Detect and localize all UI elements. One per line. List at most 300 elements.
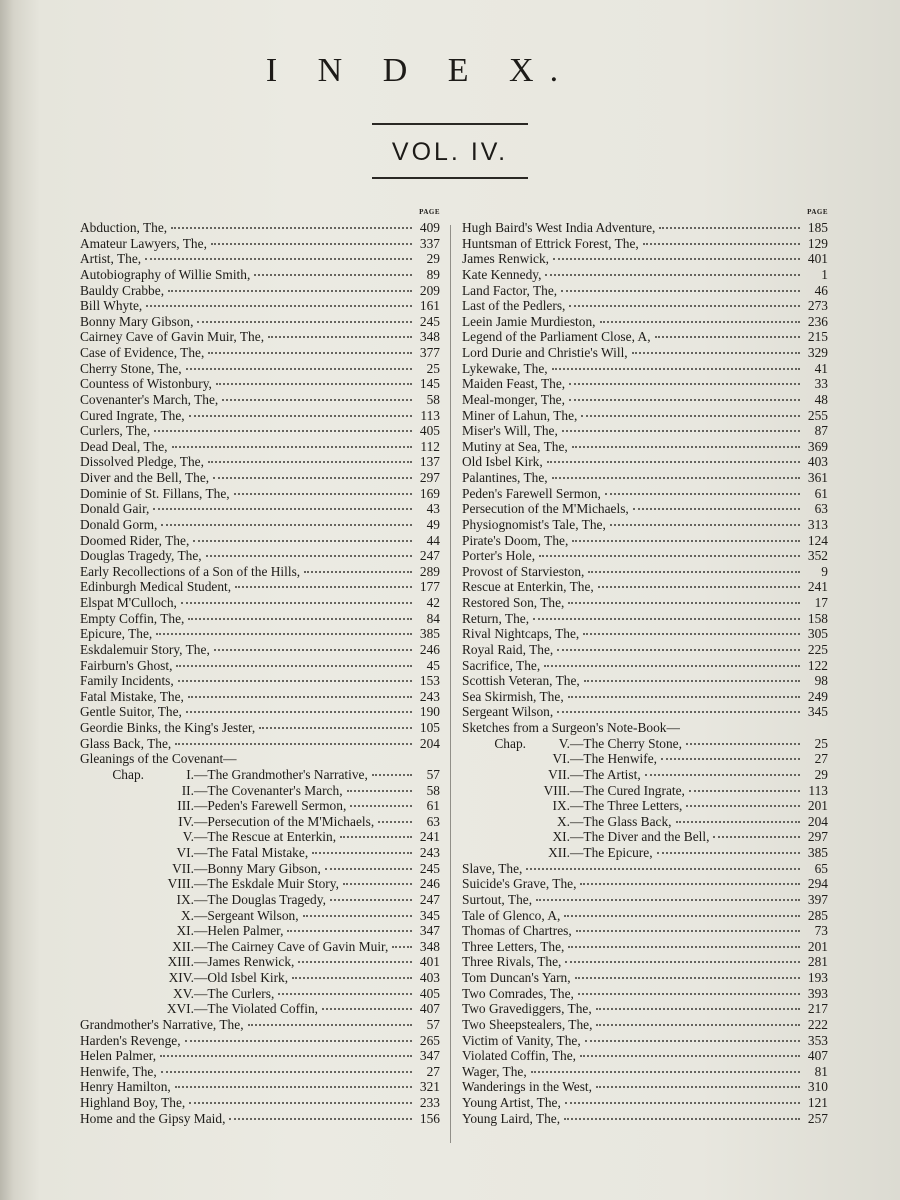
entry-title: Two Gravediggers, The, [462,1001,592,1017]
dot-leader [536,899,800,901]
dot-leader [583,633,800,635]
entry-title: Lykewake, The, [462,360,548,376]
chapter-numeral: IX. [552,798,570,814]
dot-leader [350,805,412,807]
entry-title: Covenanter's March, The, [80,391,219,407]
entry-page: 257 [807,1110,828,1126]
entry-page: 281 [807,954,828,970]
entry-page: 44 [426,532,440,548]
entry-page: 245 [419,313,440,329]
entry-page: 401 [807,251,828,267]
chapter-numeral: X. [556,813,570,829]
index-entry [462,1048,828,1064]
chapter-numeral: XI. [552,829,570,845]
entry-page: 1 [821,266,828,282]
entry-page: 393 [807,985,828,1001]
entry-title: Cairney Cave of Gavin Muir, The, [80,329,265,345]
index-entry [462,1017,828,1033]
entry-page: 33 [814,376,828,392]
index-entry [462,486,828,502]
entry-title: Huntsman of Ettrick Forest, The, [462,235,639,251]
entry-title: Violated Coffin, The, [462,1048,576,1064]
index-entry [462,501,828,517]
dot-leader [632,352,800,354]
entry-title: Eskdalemuir Story, The, [80,641,210,657]
chapter-numeral: XIV. [168,970,194,985]
entry-title: Fatal Mistake, The, [80,688,184,704]
dot-leader [340,836,412,838]
dot-leader [633,508,800,510]
index-entry [80,517,440,533]
entry-title: Helen Palmer, [80,1048,157,1064]
index-entry [80,611,440,627]
entry-title: Donald Gorm, [80,516,158,532]
entry-title: —Old Isbel Kirk, [194,970,289,985]
dot-leader [211,243,412,245]
dot-leader [175,743,412,745]
index-entry [462,314,828,330]
index-entry [462,1001,828,1017]
index-chapter-entry [80,783,440,799]
entry-title: Leein Jamie Murdieston, [462,313,596,329]
index-entry [462,595,828,611]
entry-title: Two Comrades, The, [462,985,574,1001]
index-chapter-entry [80,798,440,814]
entry-page: 321 [419,1079,440,1095]
dot-leader [598,586,800,588]
entry-title: Victim of Vanity, The, [462,1032,581,1048]
entry-title: Gentle Suitor, The, [80,704,182,720]
index-entry [80,439,440,455]
entry-page: 113 [420,407,440,423]
index-entry [80,689,440,705]
entry-page: 42 [426,595,440,610]
entry-page: 407 [419,1001,440,1017]
chapter-numeral: XV. [173,985,194,1001]
entry-title: Mutiny at Sea, The, [462,438,568,454]
entry-title: Fairburn's Ghost, [80,657,173,673]
section-heading-text: Gleanings of the Covenant— [80,751,237,767]
entry-page: 401 [419,954,440,970]
entry-page: 29 [814,766,828,782]
chapter-numeral: XII. [172,938,194,954]
index-entry [80,673,440,689]
entry-page: 204 [419,735,440,751]
entry-title: Henwife, The, [80,1063,157,1079]
index-entry [80,267,440,283]
entry-title: Lord Durie and Christie's Will, [462,345,628,360]
index-entry [80,423,440,439]
entry-page: 63 [426,813,440,829]
title-rule-top [372,123,528,125]
dot-leader [193,540,412,542]
index-entry [80,470,440,486]
index-chapter-entry [80,908,440,924]
index-entry [80,564,440,580]
entry-title: Two Sheepstealers, The, [462,1016,593,1032]
chapter-numeral: V. [558,735,570,751]
dot-leader [576,930,800,932]
entry-page: 58 [426,391,440,407]
index-entry [462,220,828,236]
entry-page: 241 [419,829,440,845]
entry-title: Legend of the Parliament Close, A, [462,329,651,345]
index-entry [80,220,440,236]
entry-title: Porter's Hole, [462,548,536,564]
index-entry [80,642,440,658]
dot-leader [178,680,412,682]
index-entry [462,439,828,455]
index-entry [80,1048,440,1064]
index-title: I N D E X. [265,52,575,89]
dot-leader [146,305,412,307]
entry-title: Young Laird, The, [462,1110,561,1126]
dot-leader [689,790,800,792]
entry-title: —The Artist, [570,766,641,782]
dot-leader [580,883,800,885]
entry-title: Early Recollections of a Son of the Hills, [80,563,301,579]
dot-leader [585,1040,800,1042]
entry-title: Highland Boy, The, [80,1095,186,1110]
dot-leader [206,555,412,557]
entry-title: Family Incidents, [80,673,174,689]
index-entry [80,329,440,345]
dot-leader [168,290,412,292]
entry-page: 345 [807,704,828,720]
index-entry [80,626,440,642]
dot-leader [229,1118,412,1120]
dot-leader [189,415,412,417]
entry-title: Sergeant Wilson, [462,704,554,720]
index-entry [462,345,828,361]
index-entry [80,361,440,377]
dot-leader [176,665,412,667]
entry-title: Miner of Lahun, The, [462,407,578,423]
dot-leader [222,399,412,401]
dot-leader [303,915,412,917]
entry-title: Douglas Tragedy, The, [80,548,202,564]
chapter-numeral: VII. [172,860,194,876]
index-chapter-entry [462,783,828,799]
entry-page: 294 [807,876,828,892]
entry-title: Doomed Rider, The, [80,532,190,548]
entry-page: 158 [807,610,828,626]
entry-title: Bauldy Crabbe, [80,282,165,298]
entry-page: 247 [419,891,440,907]
entry-title: Countess of Wistonbury, [80,376,212,392]
entry-page: 236 [807,313,828,329]
dot-leader [248,1024,412,1026]
entry-page: 49 [426,516,440,532]
chapter-numeral: XIII. [167,954,194,970]
entry-title: James Renwick, [462,251,550,267]
index-chapter-entry [462,736,828,752]
entry-page: 161 [419,298,440,314]
entry-title: —Peden's Farewell Sermon, [194,798,347,814]
index-entry [462,970,828,986]
entry-title: —The Three Letters, [570,798,683,814]
index-entry [80,1095,440,1111]
page-column-label: PAGE [419,208,440,216]
entry-page: 246 [419,876,440,892]
index-entry [462,283,828,299]
index-entry [462,298,828,314]
dot-leader [287,930,412,932]
dot-leader [657,852,800,854]
entry-page: 243 [419,845,440,860]
entry-page: 407 [807,1048,828,1064]
dot-leader [185,1040,412,1042]
entry-page: 246 [419,641,440,657]
dot-leader [189,1102,412,1104]
entry-page: 58 [426,782,440,798]
index-chapter-entry [462,798,828,814]
dot-leader [547,461,800,463]
entry-title: Surtout, The, [462,891,533,907]
index-entry [80,236,440,252]
entry-title: Glass Back, The, [80,735,172,751]
dot-leader [312,852,412,854]
dot-leader [588,571,800,573]
dot-leader [278,993,412,995]
entry-title: Land Factor, The, [462,282,558,298]
dot-leader [145,258,412,260]
dot-leader [392,946,412,948]
index-entry [462,251,828,267]
dot-leader [161,524,412,526]
index-entry [462,236,828,252]
index-entry [462,986,828,1002]
dot-leader [526,868,800,870]
entry-title: —The Douglas Tragedy, [194,891,326,907]
index-entry [462,923,828,939]
entry-title: Tale of Glenco, A, [462,907,561,923]
entry-page: 265 [419,1032,440,1048]
entry-title: —The Cairney Cave of Gavin Muir, [194,938,389,954]
entry-page: 27 [426,1063,440,1079]
chapter-numeral: X. [180,907,194,923]
index-entry [462,267,828,283]
entry-page: 369 [807,438,828,454]
dot-leader [600,321,800,323]
dot-leader [605,493,800,495]
dot-leader [372,774,412,776]
dot-leader [268,336,412,338]
entry-page: 209 [419,282,440,298]
entry-page: 113 [808,782,828,798]
entry-title: —The Cherry Stone, [570,735,682,751]
entry-page: 73 [814,923,828,939]
chapter-numeral: VI. [552,751,570,767]
dot-leader [596,1086,800,1088]
index-chapter-entry [80,970,440,986]
dot-leader [322,1008,412,1010]
entry-page: 222 [807,1016,828,1032]
dot-leader [171,227,412,229]
index-entry [462,470,828,486]
dot-leader [343,883,412,885]
entry-title: Henry Hamilton, [80,1079,171,1095]
entry-title: Restored Son, The, [462,595,565,610]
dot-leader [553,258,800,260]
dot-leader [557,711,800,713]
index-entry [462,908,828,924]
entry-page: 305 [807,626,828,642]
index-entry [80,1017,440,1033]
index-column-right [462,204,828,1126]
index-chapter-entry [462,829,828,845]
chapter-numeral: XVI. [166,1001,194,1017]
index-chapter-entry [462,814,828,830]
dot-leader [569,399,800,401]
index-section-heading [462,720,828,736]
index-entry [462,376,828,392]
entry-page: 41 [814,360,828,376]
dot-leader [175,1086,412,1088]
entry-page: 87 [814,423,828,439]
entry-page: 61 [814,485,828,501]
entry-title: Sea Skirmish, The, [462,688,564,704]
entry-title: Return, The, [462,610,530,626]
index-entry [462,1095,828,1111]
entry-page: 385 [419,626,440,642]
chapter-numeral: VIII. [167,876,194,892]
dot-leader [531,1071,800,1073]
entry-title: —The Fatal Mistake, [194,845,309,860]
entry-page: 273 [807,298,828,314]
index-entry [462,361,828,377]
index-entry [462,939,828,955]
dot-leader [208,461,412,463]
entry-title: —The Henwife, [570,751,658,767]
entry-title: Cured Ingrate, The, [80,407,185,423]
index-chapter-entry [462,751,828,767]
entry-title: Bill Whyte, [80,298,143,314]
entry-page: 403 [419,970,440,985]
dot-leader [655,336,800,338]
dot-leader [214,649,412,651]
entry-title: Tom Duncan's Yarn, [462,970,571,985]
dot-leader [188,696,412,698]
entry-title: Royal Raid, The, [462,641,554,657]
dot-leader [568,696,800,698]
index-entry [462,861,828,877]
entry-page: 337 [419,235,440,251]
entry-title: Last of the Pedlers, [462,298,566,314]
entry-page: 45 [426,657,440,673]
entry-page: 46 [814,282,828,298]
index-entry [462,876,828,892]
dot-leader [659,227,800,229]
entry-title: Peden's Farewell Sermon, [462,485,601,501]
entry-page: 352 [807,548,828,564]
index-entry [80,251,440,267]
index-chapter-entry [462,767,828,783]
dot-leader [568,946,800,948]
entry-page: 377 [419,345,440,360]
index-chapter-entry [80,814,440,830]
dot-leader [292,977,412,979]
entry-title: Cherry Stone, The, [80,360,182,376]
dot-leader [564,915,800,917]
dot-leader [581,415,800,417]
index-entry [80,658,440,674]
entry-title: Dominie of St. Fillans, The, [80,485,230,501]
dot-leader [686,805,800,807]
index-entry [462,533,828,549]
index-entry [80,376,440,392]
dot-leader [154,430,412,432]
entry-title: Pirate's Doom, The, [462,532,569,548]
entry-page: 57 [426,766,440,782]
chapter-numeral: XII. [548,845,570,860]
entry-title: Amateur Lawyers, The, [80,235,207,251]
index-entry [462,392,828,408]
entry-title: Kate Kennedy, [462,266,542,282]
entry-title: Epicure, The, [80,626,153,642]
dot-leader [568,602,800,604]
entry-title: Thomas of Chartres, [462,923,572,939]
entry-page: 385 [807,845,828,860]
entry-page: 112 [420,438,440,454]
entry-page: 61 [426,798,440,814]
page-column-label: PAGE [807,208,828,216]
entry-title: Slave, The, [462,860,523,876]
dot-leader [234,493,412,495]
dot-leader [552,477,800,479]
dot-leader [213,477,412,479]
index-chapter-entry [80,767,440,783]
entry-page: 255 [807,407,828,423]
entry-title: Grandmother's Narrative, The, [80,1016,244,1032]
dot-leader [596,1024,800,1026]
entry-page: 225 [807,641,828,657]
entry-title: Bonny Mary Gibson, [80,313,194,329]
index-entry [462,892,828,908]
index-entry [462,564,828,580]
dot-leader [565,1102,800,1104]
entry-page: 185 [807,220,828,235]
entry-page: 153 [419,673,440,689]
entry-page: 313 [807,516,828,532]
index-entry [80,345,440,361]
entry-page: 297 [419,470,440,485]
entry-page: 48 [814,391,828,407]
dot-leader [686,743,800,745]
entry-title: Elspat M'Culloch, [80,595,177,610]
entry-page: 289 [419,563,440,579]
entry-page: 27 [814,751,828,767]
dot-leader [643,243,800,245]
entry-title: Rival Nightcaps, The, [462,626,580,642]
chapter-numeral: VI. [176,845,194,860]
dot-leader [580,1055,800,1057]
entry-page: 65 [814,860,828,876]
dot-leader [561,290,800,292]
entry-page: 405 [419,985,440,1001]
chapter-numeral: III. [177,798,194,814]
index-entry [80,720,440,736]
index-entry [80,579,440,595]
entry-title: Young Artist, The, [462,1095,561,1110]
entry-page: 17 [814,595,828,610]
entry-page: 233 [419,1095,440,1110]
dot-leader [304,571,412,573]
index-entry [462,454,828,470]
index-entry [80,533,440,549]
entry-title: Autobiography of Willie Smith, [80,266,251,282]
entry-page: 345 [419,907,440,923]
